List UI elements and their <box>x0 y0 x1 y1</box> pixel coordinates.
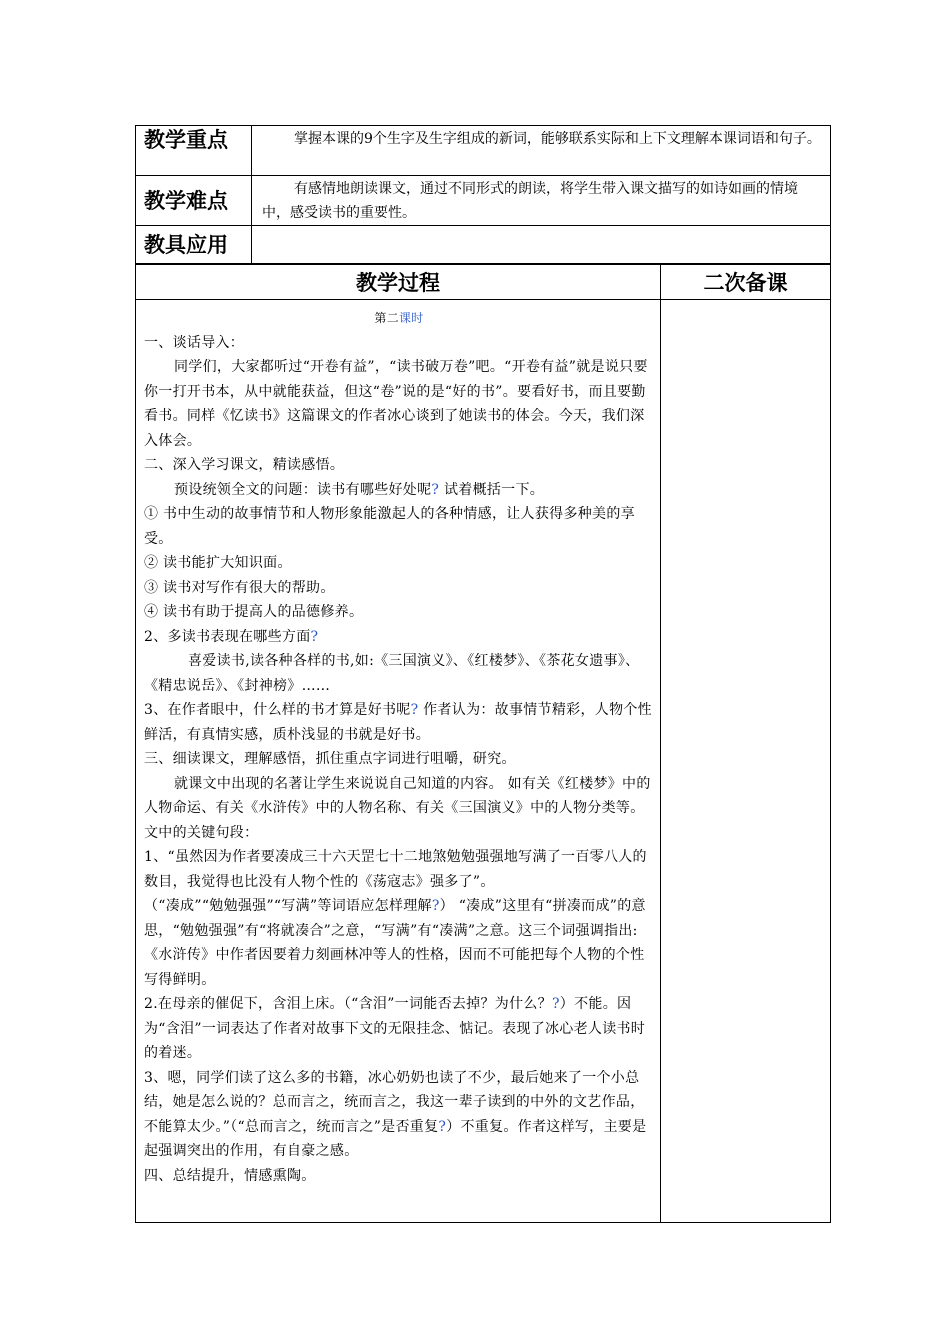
lesson-period-prefix: 第二 <box>374 311 399 325</box>
key-passage-1: 1、“虽然因为作者要凑成三十六天罡七十二地煞勉勉强强地写满了一百零八人的数目，我觉得也比没有人物个性的《荡寇志》强多了”。 <box>144 849 647 890</box>
question-2-text: 2、多读书表现在哪些方面 <box>144 628 311 645</box>
teaching-difficulty-label: 教学难点 <box>136 176 252 226</box>
preset-question-tail: 试着概括一下。 <box>439 481 545 498</box>
process-content <box>136 300 660 1188</box>
preset-question-text: 预设统领全文的问题：读书有哪些好处呢 <box>174 481 432 498</box>
analysis-1-question: （“凑成”“勉勉强强”“写满”等词语应怎样理解 <box>144 898 432 914</box>
lesson-period <box>144 306 654 331</box>
teaching-tools-text <box>252 226 831 264</box>
process-content-cell <box>136 300 661 1223</box>
key-passages-heading: 文中的关键句段： <box>144 824 259 841</box>
benefit-item-4: ④ 读书有助于提高人的品德修养。 <box>144 604 364 620</box>
teaching-process-table <box>135 264 831 1223</box>
question-mark: ? <box>438 1118 447 1135</box>
process-header: 教学过程 <box>136 265 661 300</box>
question-mark: ? <box>431 481 440 498</box>
lesson-period-suffix: 课时 <box>399 311 424 325</box>
benefit-item-3: ③ 读书对写作有很大的帮助。 <box>144 579 335 596</box>
process-body-row <box>136 300 831 1223</box>
teaching-focus-label: 教学重点 <box>136 126 252 176</box>
question-mark: ? <box>431 898 440 914</box>
passage-3-text: 3、嗯，同学们读了这么多的书籍，冰心奶奶也读了不少，最后她来了一个小总结，她是怎么说的？总而言之，统而言之，我这一辈子读到的中外的文艺作品，不能算太少。”（“总而言之，统而言之”是否重复 <box>144 1069 645 1135</box>
question-mark: ? <box>310 628 319 645</box>
teaching-focus-text: 掌握本课的9个生字及生字组成的新词，能够联系实际和上下文理解本课词语和句子。 <box>252 126 831 176</box>
teaching-tools-label: 教具应用 <box>136 226 252 264</box>
classics-paragraph: 就课文中出现的名著让学生来说说自己知道的内容。 如有关《红楼梦》中的人物命运、有关《水浒传》中的人物名称、有关《三国演义》中的人物分类等。 <box>144 775 651 816</box>
teaching-difficulty-text: 有感情地朗读课文，通过不同形式的朗读，将学生带入课文描写的如诗如画的情境中，感受读书的重要性。 <box>252 176 831 226</box>
key-passage-3 <box>144 1066 654 1164</box>
question-2 <box>144 625 654 650</box>
second-prep-cell[interactable] <box>661 300 831 1223</box>
reading-list: 喜爱读书,读各种各样的书,如:《三国演义》、《红楼梦》、《茶花女遗事》、《精忠说岳》、《封神榜》…… <box>144 653 640 694</box>
teaching-focus-row <box>136 126 831 176</box>
question-3-text: 3、在作者眼中，什么样的书才算是好书呢 <box>144 702 411 718</box>
process-header-row <box>136 265 831 300</box>
passage-2-text: 2.在母亲的催促下，含泪上床。（“含泪”一词能否去掉？为什么？ <box>144 996 552 1012</box>
passage-3-answer: ）不重复。作者这样写，主要是起强调突出的作用，有自豪之感。 <box>144 1118 647 1159</box>
section-heading-1: 一、谈话导入： <box>144 334 245 351</box>
second-prep-header: 二次备课 <box>661 265 831 300</box>
benefit-item-2: ② 读书能扩大知识面。 <box>144 555 292 571</box>
lesson-info-table <box>135 125 831 264</box>
passage-2-answer: ）不能。因为“含泪”一词表达了作者对故事下文的无限挂念、惦记。表现了冰心老人读书时的着迷。 <box>144 996 646 1061</box>
key-passage-2 <box>144 992 654 1066</box>
question-mark: ? <box>410 702 419 718</box>
intro-paragraph: 同学们，大家都听过“开卷有益”，“读书破万卷”吧。“开卷有益”就是说只要你一打开书本，从中就能获益，但这“卷”说的是“好的书”。要看好书，而且要勤看书。同样《忆读书》这篇课文的作者冰心谈到了她读书的体会。今天，我们深入体会。 <box>144 359 648 449</box>
preset-question <box>144 478 654 503</box>
question-mark: ? <box>551 996 560 1012</box>
analysis-1-answer: ） “凑成”这里有“拼凑而成”的意思，“勉勉强强”有“将就凑合”之意，“写满”有“凑满”之意。这三个词强调指出:《水浒传》中作者因要着力刻画林冲等人的性格，因而不可能把每个人物的个性写得鲜明。 <box>144 898 646 988</box>
section-heading-3: 三、细读课文，理解感悟，抓住重点字词进行咀嚼，研究。 <box>144 751 516 767</box>
section-heading-4: 四、总结提升，情感熏陶。 <box>144 1167 316 1184</box>
lesson-plan-sheet <box>135 125 831 1223</box>
question-3 <box>144 698 654 747</box>
teaching-tools-row <box>136 226 831 264</box>
question-3-answer: 作者认为：故事情节精彩，人物个性鲜活，有真情实感，质朴浅显的书就是好书。 <box>144 702 652 743</box>
section-heading-2: 二、深入学习课文，精读感悟。 <box>144 457 345 473</box>
benefit-item-1: ① 书中生动的故事情节和人物形象能激起人的各种情感，让人获得多种美的享受。 <box>144 506 635 547</box>
key-passage-1-analysis <box>144 894 654 992</box>
teaching-difficulty-row <box>136 176 831 226</box>
